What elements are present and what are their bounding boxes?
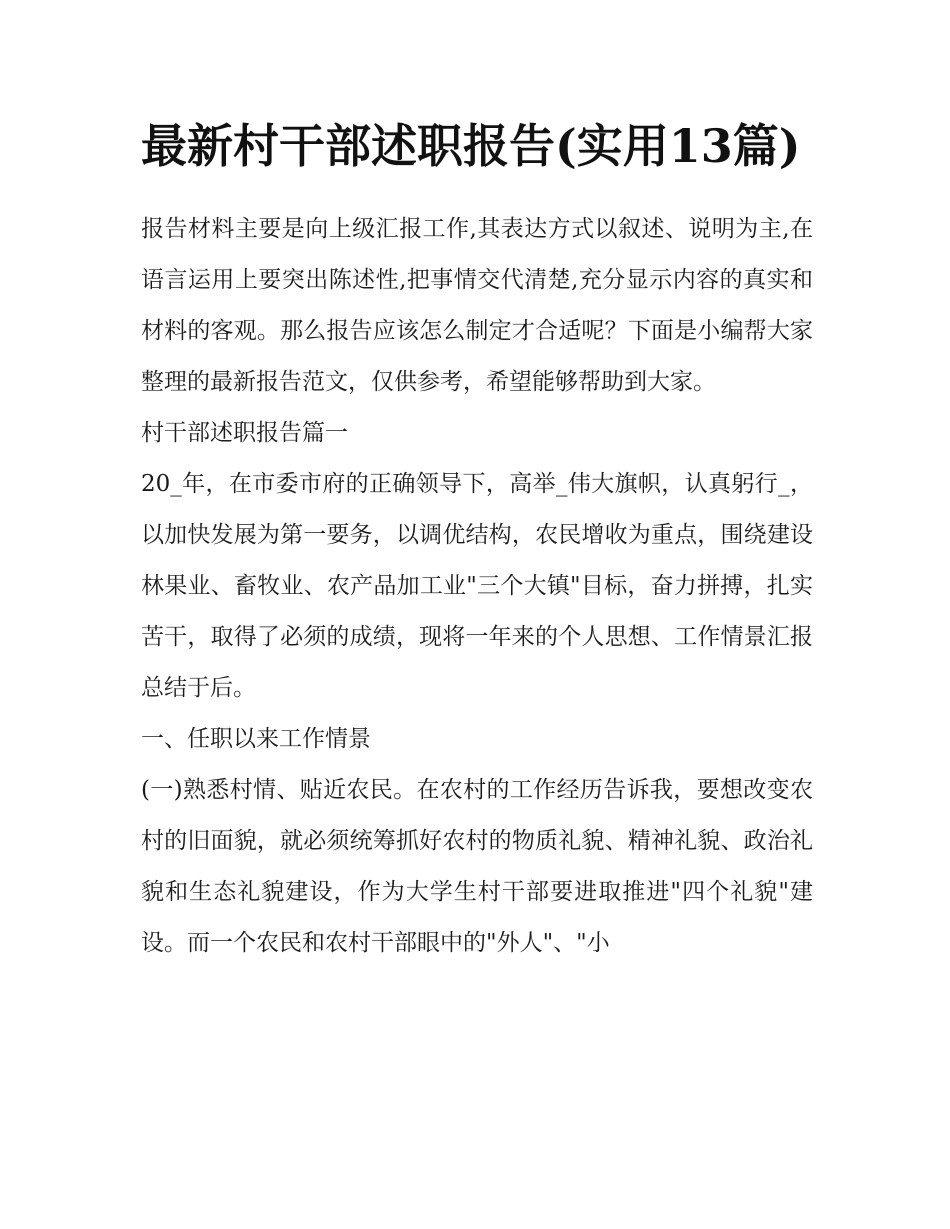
section-heading-part-one: 村干部述职报告篇一 [141, 420, 348, 446]
body-paragraph-village-familiarity: (一)熟悉村情、贴近农民。在农村的工作经历告诉我，要想改变农村的旧面貌，就必须统筹抓好农村的物质礼貌、精神礼貌、政治礼貌和生态礼貌建设，作为大学生村干部要进取推进"四个礼貌"建设。而一个农民和农村干部眼中的"外人"、"小 [141, 777, 813, 956]
body-paragraph-summary: 20_年，在市委市府的正确领导下，高举_伟大旗帜，认真躬行_，以加快发展为第一要务，以调优结构，农民增收为重点，围绕建设林果业、畜牧业、农产品加工业"三个大镇"目标，奋力拼搏，扎实苦干，取得了必须的成绩，现将一年来的个人思想、工作情景汇报总结于后。 [141, 471, 813, 701]
document-title: 最新村干部述职报告(实用13篇) [141, 119, 801, 173]
document-body [141, 110, 813, 969]
intro-paragraph: 报告材料主要是向上级汇报工作,其表达方式以叙述、说明为主,在语言运用上要突出陈述性,把事情交代清楚,充分显示内容的真实和材料的客观。那么报告应该怎么制定才合适呢？下面是小编帮大家整理的最新报告范文，仅供参考，希望能够帮助到大家。 [141, 216, 813, 395]
section-heading-work-situation: 一、任职以来工作情景 [141, 726, 371, 752]
